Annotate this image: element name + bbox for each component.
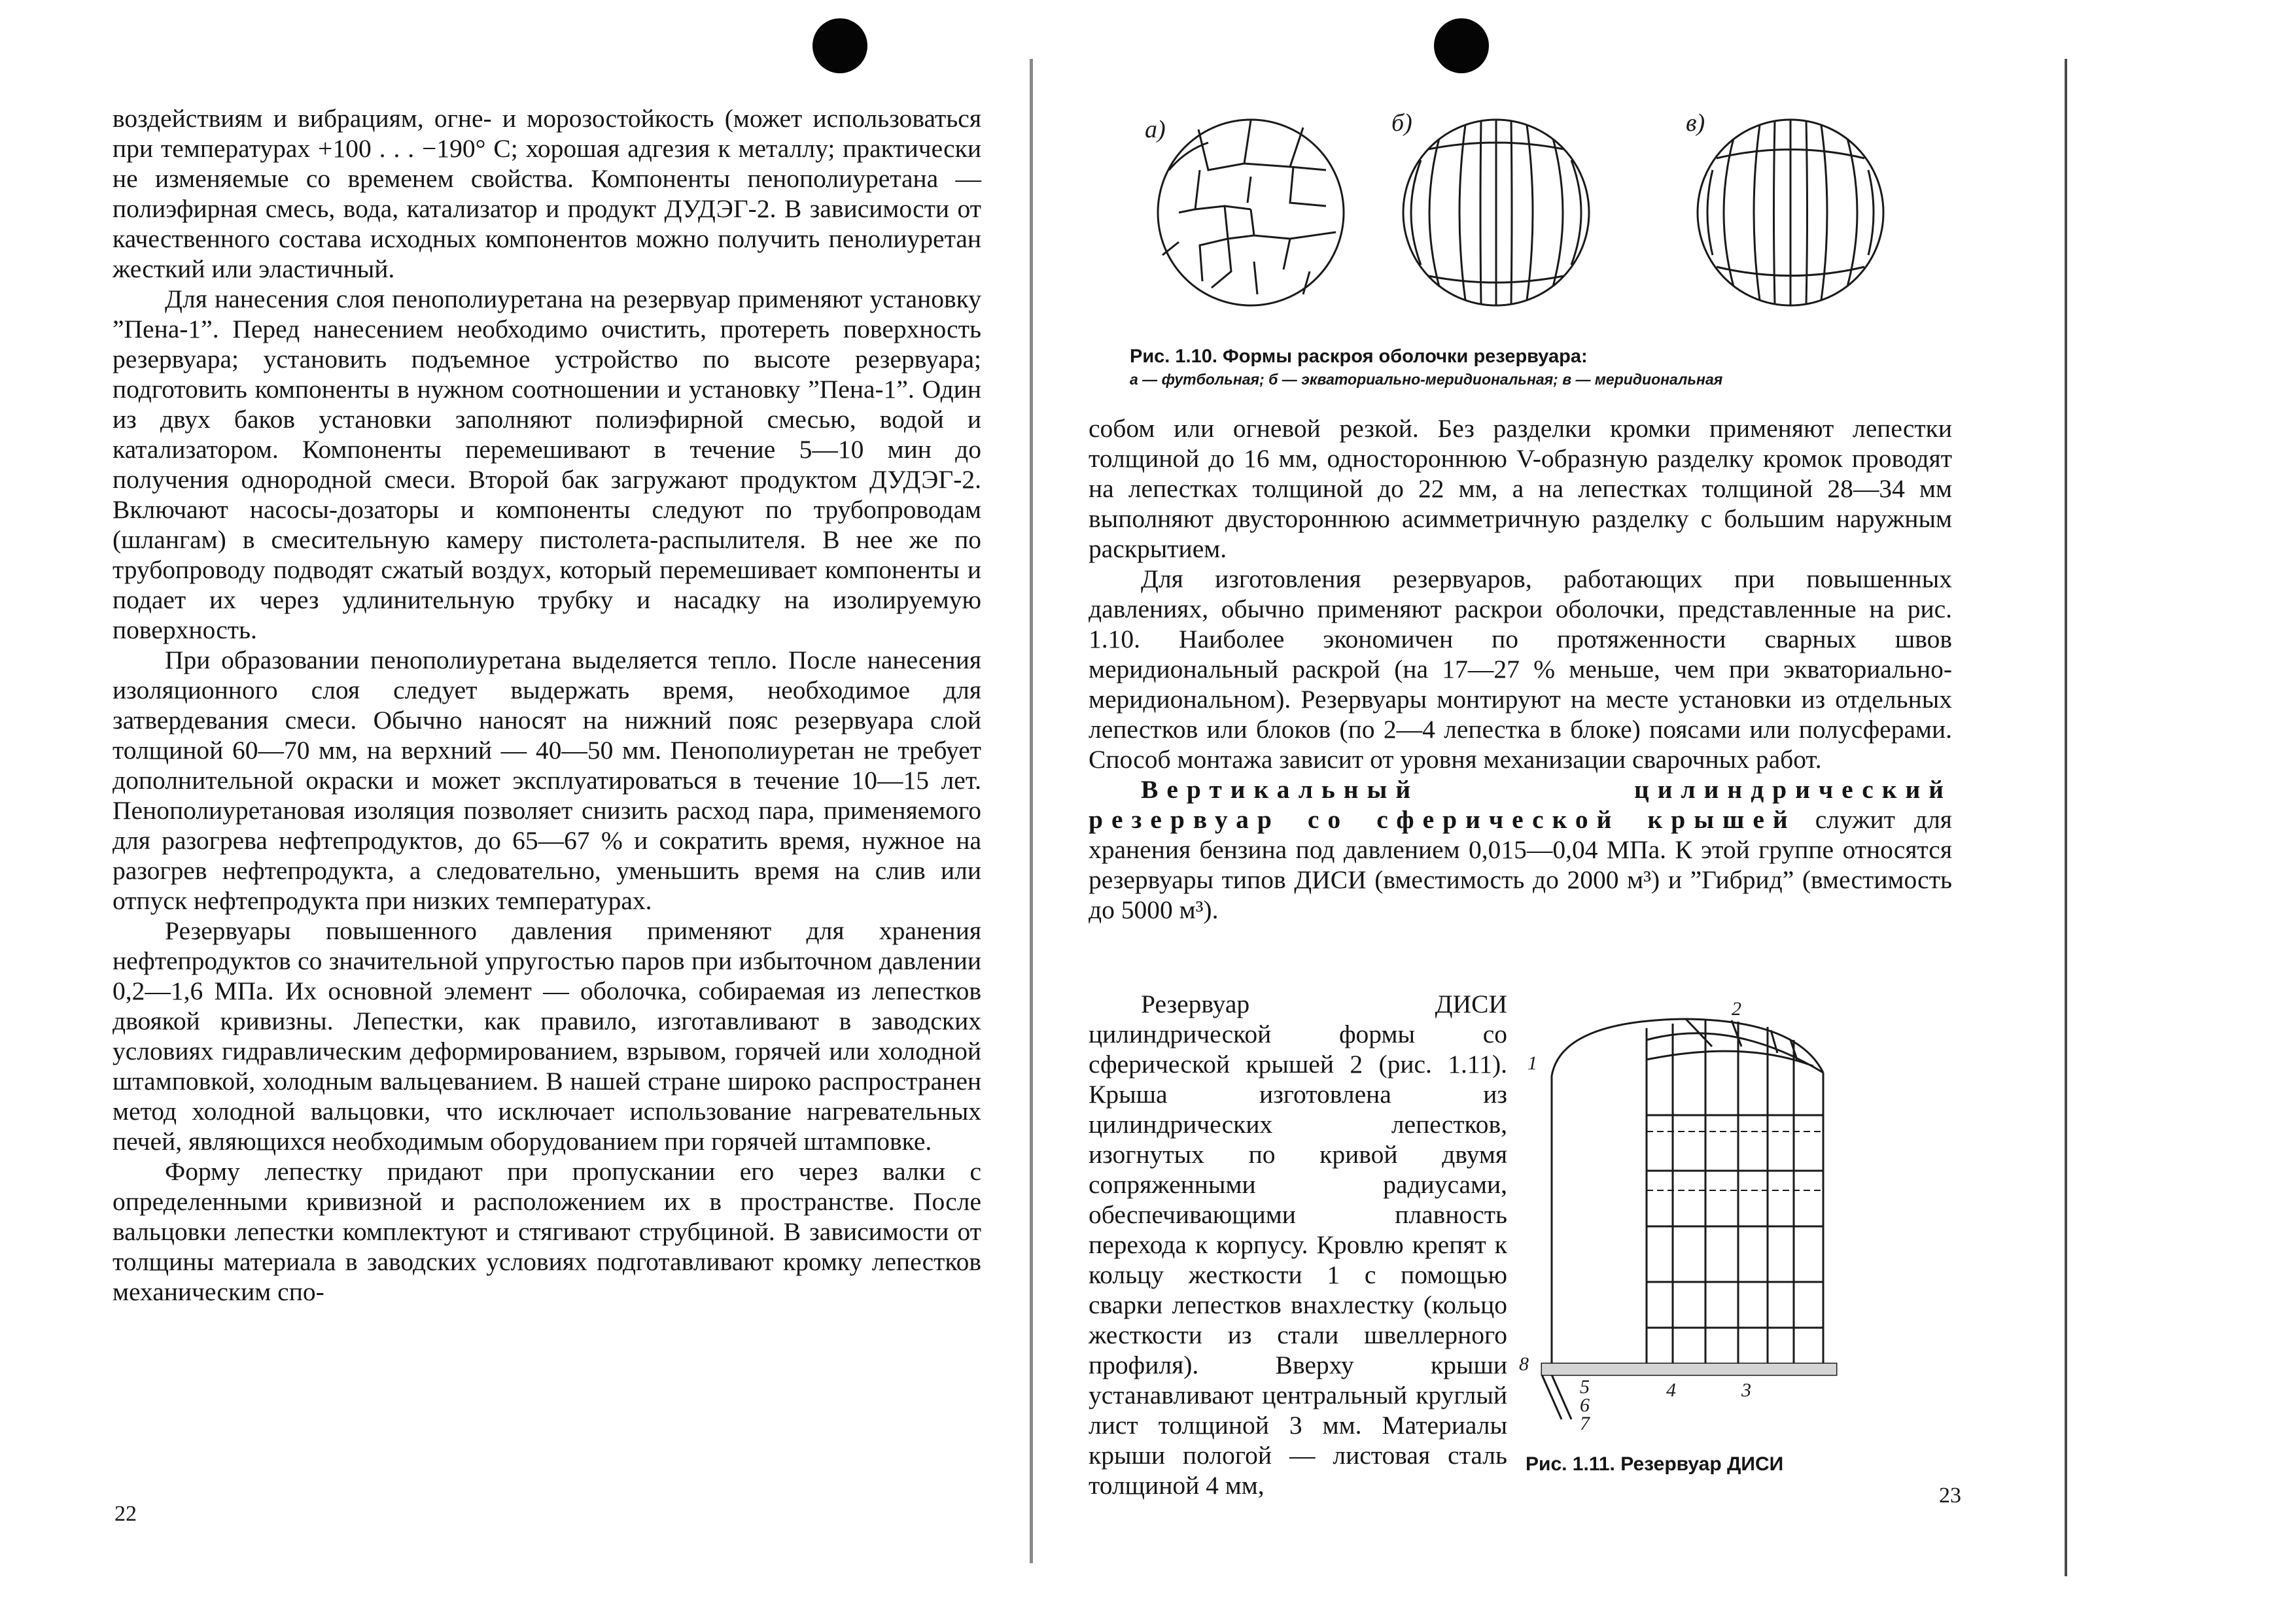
- callout-3: 3: [1741, 1379, 1751, 1401]
- callout-6: 6: [1580, 1394, 1590, 1416]
- callout-4: 4: [1666, 1379, 1676, 1401]
- equatorial-meridional-sphere: [1391, 109, 1589, 305]
- right-page: [1028, 0, 2287, 1624]
- left-paragraph-4: Резервуары повышенного давления применяют для хранения нефтепродуктов со значительной упругостью паров при избыточном давлении 0,2—1,6 МПа. Их основной элемент — оболочка, собираемая из лепестков двоякой кривизны. Лепестки, как правило, изготавливают в заводских условиях гидравлическим деформированием, взрывом, горячей или холодной штамповкой, холодным вальцеванием. В нашей стране широко распространен метод холодной вальцовки, что исключает использование нагревательных печей, являющихся необходимым оборудованием при горячей штамповке.: [113, 916, 981, 1156]
- page-edge-line: [2065, 59, 2067, 1576]
- right-page-text-top: [1089, 413, 1952, 925]
- right-paragraph-1: собом или огневой резкой. Без разделки кромки применяют лепестки толщиной до 16 мм, одностороннюю V-образную разделку кромок проводят на лепестках толщиной до 22 мм, а на лепестках толщиной 28—34 мм выполняют двустороннюю асимметричную разделку с большим наружным раскрытием.: [1089, 414, 1952, 563]
- callout-7: 7: [1580, 1413, 1590, 1434]
- callout-8: 8: [1519, 1353, 1529, 1375]
- football-sphere: [1145, 116, 1344, 305]
- label-c: в): [1686, 109, 1705, 137]
- heading-continuation: служит для хранения бензина под давлением 0,015—0,04 МПа. К этой группе относятся резервуары типов ДИСИ (вместимость до 2000 м³) и ”Гибрид” (вместимость до 5000 м³).: [1089, 805, 1952, 924]
- figure-1-10: [1028, 98, 2010, 340]
- callout-2: 2: [1732, 1001, 1741, 1020]
- left-paragraph-2: Для нанесения слоя пенополиуретана на резервуар применяют установку ”Пена-1”. Перед нанесением необходимо очистить, протереть поверхность резервуара; установить подъемное устройство по высоте резервуара; подготовить компоненты в нужном соотношении и установку ”Пена-1”. Один из двух баков установки заполняют полиэфирной смесью, водой и катализатором. Компоненты перемешивают в течение 5—10 мин до получения однородной смеси. Второй бак загружают продуктом ДУДЭГ-2. Включают насосы-дозаторы и компоненты следуют по трубопроводам (шлангам) в смесительную камеру пистолета-распылителя. В нее же по трубопроводу подводят сжатый воздух, который перемешивает компоненты и подает их через удлинительную трубку и насадку на изолируемую поверхность.: [113, 285, 981, 644]
- left-paragraph-3: При образовании пенополиуретана выделяется тепло. После нанесения изоляционного слоя следует выдержать время, необходимое для затвердевания смеси. Обычно наносят на нижний пояс резервуара слой толщиной 60—70 мм, на верхний — 40—50 мм. Пенополиуретан не требует дополнительной окраски и может эксплуатироваться в течение 10—15 лет. Пенополиуретановая изоляция позволяет снизить расход пара, применяемого для разогрева нефтепродуктов, до 65—67 % и сократить время, нужное на разогрев нефтепродукта, а следовательно, уменьшить время на слив или отпуск нефтепродукта при низких температурах.: [113, 646, 981, 915]
- right-paragraph-2: Для изготовления резервуаров, работающих при повышенных давлениях, обычно применяют раскрои оболочки, представленные на рис. 1.10. Наиболее экономичен по протяженности сварных швов меридиональный раскрой (на 17—27 % меньше, чем при экваториально-меридиональном). Резервуары монтируют на месте установки из отдельных лепестков или блоков (по 2—4 лепестка в блоке) поясами или полусферами. Способ монтажа зависит от уровня механизации сварочных работ.: [1089, 564, 1952, 774]
- label-a: а): [1145, 116, 1166, 143]
- figure-1-10-caption: [1130, 344, 1980, 390]
- punch-hole: [1434, 18, 1489, 73]
- figure-1-11-caption: Рис. 1.11. Резервуар ДИСИ: [1526, 1453, 1784, 1475]
- roof-outline: [1552, 1019, 1823, 1076]
- right-paragraph-heading: [1089, 774, 1952, 925]
- callout-5: 5: [1580, 1376, 1590, 1398]
- right-page-text-dici: [1089, 989, 1507, 1500]
- figure-1-10-caption-title: Рис. 1.10. Формы раскроя оболочки резервуара:: [1130, 346, 1588, 367]
- punch-hole: [812, 18, 867, 73]
- meridional-sphere: [1686, 109, 1883, 305]
- figure-1-11-dici-tank: [1516, 1001, 1856, 1452]
- left-paragraph-5: Форму лепестку придают при пропускании его через валки с определенными кривизной и расположением их в пространстве. После вальцовки лепестки комплектуют и стягивают струбциной. В зависимости от толщины материала в заводских условиях подготавливают кромку лепестков механическим спо-: [113, 1157, 981, 1306]
- right-paragraph-dici: Резервуар ДИСИ цилиндрической формы со сферической крышей 2 (рис. 1.11). Крыша изготовлена из цилиндрических лепестков, изогнутых по кривой двумя сопряженными радиусами, обеспечивающими плавность перехода к корпусу. Кровлю крепят к кольцу жесткости 1 с помощью сварки лепестков внахлестку (кольцо жесткости из стали швеллерного профиля). Вверху крыши устанавливают центральный круглый лист толщиной 3 мм. Материалы крыши пологой — листовая сталь толщиной 4 мм,: [1089, 990, 1507, 1500]
- label-b: б): [1391, 109, 1412, 137]
- page-number-right: 23: [1939, 1483, 1961, 1508]
- spaced-heading: Вертикальный цилиндрический резервуар со сферической крышей: [1089, 775, 1952, 834]
- left-page: [0, 0, 1028, 1624]
- figure-1-10-caption-legend: а — футбольная; б — экваториально-меридиональная; в — меридиональная: [1130, 371, 1723, 388]
- left-page-text: [113, 103, 981, 1307]
- page-number-left: 22: [114, 1502, 137, 1526]
- left-paragraph-1: воздействиям и вибрациям, огне- и морозостойкость (может использоваться при температурах +100 . . . −190° С; хорошая адгезия к металлу; практически не изменяемые со временем свойства. Компоненты пенополиуретана — полиэфирная смесь, вода, катализатор и продукт ДУДЭГ-2. В зависимости от качественного состава исходных компонентов можно получить пенолиуретан жесткий или эластичный.: [113, 104, 981, 283]
- callout-1: 1: [1528, 1052, 1537, 1074]
